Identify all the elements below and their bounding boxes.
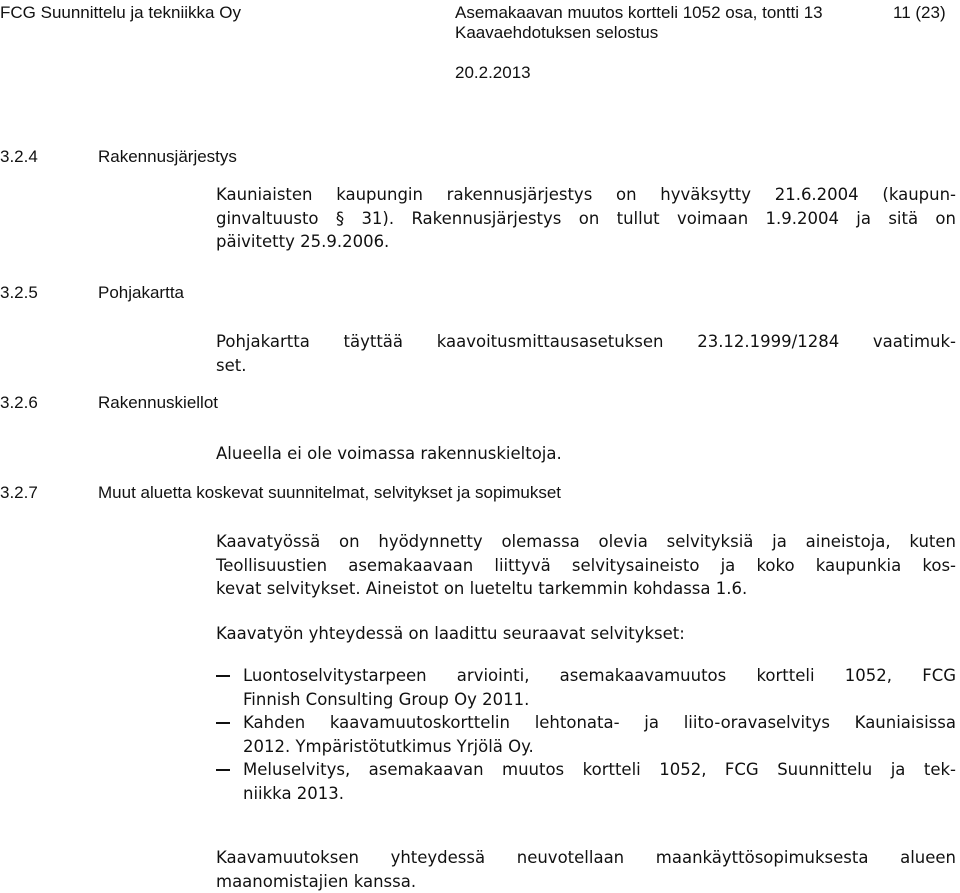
list-item xyxy=(216,758,956,805)
list-item xyxy=(216,711,956,758)
body-line: Pohjakartta täyttää kaavoitusmittausasetuksen 23.12.1999/1284 vaatimuk- xyxy=(216,330,956,354)
body-line: Kaavamuutoksen yhteydessä neuvotellaan maankäyttösopimuksesta alueen xyxy=(216,846,956,870)
list-line: 2012. Ympäristötutkimus Yrjölä Oy. xyxy=(243,735,956,759)
dash-bullet-icon xyxy=(216,675,230,677)
list-line: Meluselvitys, asemakaavan muutos kortteli 1052, FCG Suunnittelu ja tek- xyxy=(243,758,956,782)
list-line: niikka 2013. xyxy=(243,782,956,806)
section-number: 3.2.7 xyxy=(0,483,95,503)
list-intro: Kaavatyön yhteydessä on laadittu seuraavat selvitykset: xyxy=(216,622,956,646)
list-line: Luontoselvitystarpeen arviointi, asemakaavamuutos kortteli 1052, FCG xyxy=(243,664,956,688)
body-line: set. xyxy=(216,354,956,378)
dash-bullet-icon xyxy=(216,722,230,724)
section-number: 3.2.5 xyxy=(0,283,95,303)
section-body xyxy=(216,530,956,601)
body-line: Kauniaisten kaupungin rakennusjärjestys on hyväksytty 21.6.2004 (kaupun- xyxy=(216,183,956,207)
company-name: FCG Suunnittelu ja tekniikka Oy xyxy=(0,2,241,24)
section-number: 3.2.4 xyxy=(0,147,95,167)
section-title: Rakennusjärjestys xyxy=(98,147,237,167)
page-number: 11 (23) xyxy=(893,2,946,24)
body-line: Alueella ei ole voimassa rakennuskieltoja. xyxy=(216,442,956,466)
selvitys-list xyxy=(216,664,956,805)
section-body xyxy=(216,846,956,893)
list-item xyxy=(216,664,956,711)
body-line: Kaavatyössä on hyödynnetty olemassa olevia selvityksiä ja aineistoja, kuten xyxy=(216,530,956,554)
document-date: 20.2.2013 xyxy=(455,62,531,84)
section-number: 3.2.6 xyxy=(0,393,95,413)
dash-bullet-icon xyxy=(216,769,230,771)
body-line: maanomistajien kanssa. xyxy=(216,870,956,893)
section-body xyxy=(216,330,956,377)
body-line: Teollisuustien asemakaavaan liittyvä selvitysaineisto ja koko kaupunkia kos- xyxy=(216,554,956,578)
section-body xyxy=(216,442,956,466)
list-line: Finnish Consulting Group Oy 2011. xyxy=(243,688,956,712)
section-body xyxy=(216,183,956,254)
section-title: Pohjakartta xyxy=(98,283,184,303)
body-line: kevat selvitykset. Aineistot on lueteltu tarkemmin kohdassa 1.6. xyxy=(216,577,956,601)
section-title: Muut aluetta koskevat suunnitelmat, selvitykset ja sopimukset xyxy=(98,483,958,503)
document-title: Asemakaavan muutos kortteli 1052 osa, tontti 13 xyxy=(455,2,823,24)
section-title: Rakennuskiellot xyxy=(98,393,218,413)
list-line: Kahden kaavamuutoskorttelin lehtonata- ja liito-oravaselvitys Kauniaisissa xyxy=(243,711,956,735)
body-line: ginvaltuusto § 31). Rakennusjärjestys on tullut voimaan 1.9.2004 ja sitä on xyxy=(216,207,956,231)
document-subtitle: Kaavaehdotuksen selostus xyxy=(455,22,658,44)
body-line: päivitetty 25.9.2006. xyxy=(216,230,956,254)
